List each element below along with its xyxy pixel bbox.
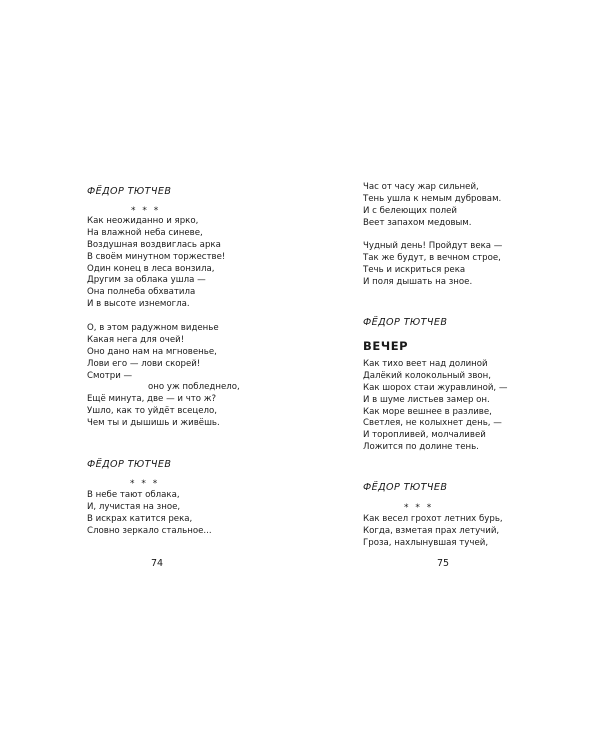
poem-2-continued — [363, 182, 502, 289]
poem-3 — [363, 359, 507, 454]
poem-line: В своём минутном торжестве! — [87, 251, 226, 262]
author-name-3: ФЁДОР ТЮТЧЕВ — [363, 317, 448, 328]
poem-line: Тень ушла к немым дубровам. — [363, 193, 502, 204]
poem-line-indented: оно уж побледнело, — [148, 382, 240, 393]
poem-line: Чем ты и дышишь и живёшь. — [87, 418, 220, 429]
poem-4-stanza-1 — [363, 514, 503, 550]
poem-2-stanza-1 — [87, 490, 212, 538]
poem-line: Ушло, как то уйдёт всецело, — [87, 406, 218, 417]
poem-line: И в шуме листьев замер он. — [363, 394, 490, 405]
poem-line: Ложится по долине тень. — [363, 442, 479, 453]
stanza-separator-stars-4: * * * — [404, 503, 434, 513]
poem-line: Ещё минута, две — и что ж? — [87, 394, 217, 405]
poem-line: Течь и искриться река — [363, 265, 466, 276]
poem-line: Чудный день! Пройдут века — — [363, 241, 503, 252]
poem-line: И, лучистая на зное, — [87, 501, 181, 512]
poem-line: Воздушная воздвиглась арка — [87, 239, 221, 250]
poem-line: Как шорох стаи журавлиной, — — [363, 382, 508, 393]
poem-line: Далёкий колокольный звон, — [363, 370, 492, 381]
poem-line: Как море вешнее в разливе, — [363, 406, 492, 417]
poem-1-stanza-1 — [87, 216, 240, 430]
poem-line: В небе тают облака, — [87, 490, 180, 500]
poem-line: Веет запахом медовым. — [363, 217, 472, 228]
poem-line: Гроза, нахлынувшая тучей, — [363, 537, 489, 548]
poem-line: На влажной неба синеве, — [87, 227, 203, 238]
poem-line: Какая нега для очей! — [87, 334, 185, 345]
author-name-2: ФЁДОР ТЮТЧЕВ — [87, 459, 172, 470]
page-number-left: 74 — [151, 558, 164, 569]
poem-line: И торопливей, молчаливей — [363, 430, 486, 441]
poem-line: Другим за облака ушла — — [87, 275, 206, 286]
poem-line: Когда, взметая прах летучий, — [363, 525, 500, 536]
poem-title: ВЕЧЕР — [363, 339, 409, 353]
poem-line: В искрах катится река, — [87, 513, 193, 524]
poem-line: Оно дано нам на мгновенье, — [87, 346, 217, 357]
poem-line: И поля дышать на зное. — [363, 277, 473, 288]
poem-line: Как неожиданно и ярко, — [87, 216, 199, 226]
poem-line: И с белеющих полей — [363, 205, 457, 216]
stanza-separator-stars-1: * * * — [131, 206, 161, 216]
page-number-right: 75 — [437, 558, 450, 569]
poem-line: О, в этом радужном виденье — [87, 323, 219, 334]
poem-line: Как тихо веет над долиной — [363, 359, 488, 369]
poem-line: Словно зеркало стальное... — [87, 525, 212, 536]
poem-line: Лови его — лови скорей! — [87, 358, 201, 369]
author-name-1: ФЁДОР ТЮТЧЕВ — [87, 186, 172, 197]
poem-line: Один конец в леса вонзила, — [87, 263, 215, 274]
poem-line: И в высоте изнемогла. — [87, 299, 190, 310]
author-name-4: ФЁДОР ТЮТЧЕВ — [363, 482, 448, 493]
poem-line: Она полнеба обхватила — [87, 287, 196, 298]
stanza-separator-stars-2: * * * — [130, 479, 160, 489]
poem-line: Смотри — — [87, 370, 133, 381]
poem-line: Как весел грохот летних бурь, — [363, 514, 503, 524]
poem-line: Час от часу жар сильней, — [363, 182, 479, 192]
poem-line: Светлея, не колыхнет день, — — [363, 418, 502, 429]
poem-line: Так же будут, в вечном строе, — [363, 253, 501, 264]
